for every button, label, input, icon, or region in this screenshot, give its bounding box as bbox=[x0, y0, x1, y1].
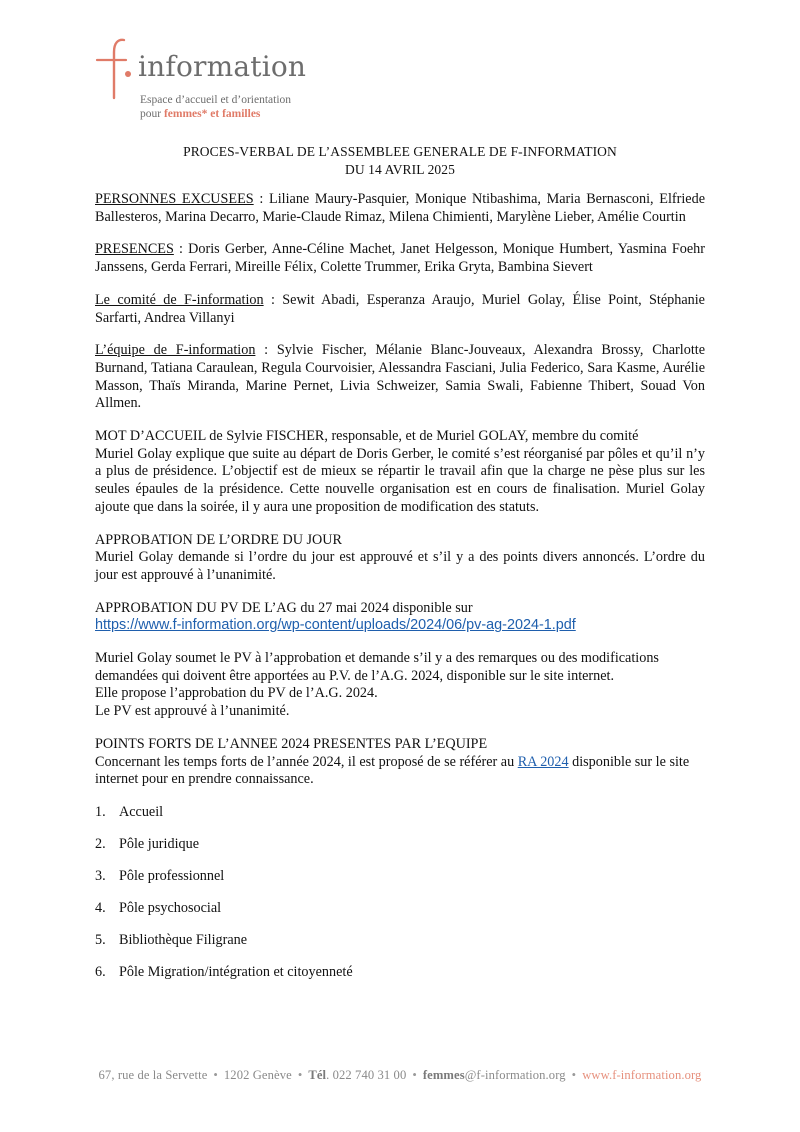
pv-heading-block bbox=[95, 600, 705, 635]
agenda-heading: APPROBATION DE L’ORDRE DU JOUR bbox=[95, 531, 342, 548]
pv-heading: APPROBATION DU PV DE L’AG du 27 mai 2024 disponible sur bbox=[95, 599, 473, 616]
welcome-section bbox=[95, 428, 705, 517]
presences-paragraph: PRESENCES : Doris Gerber, Anne-Céline Machet, Janet Helgesson, Monique Humbert, Yasmina Foehr Janssens, Gerda Ferrari, Mireille Félix, Colette Trummer, Erika Gryta, Bambina Sievert bbox=[95, 241, 705, 276]
committee-label: Le comité de F-information bbox=[95, 291, 264, 308]
logo-tagline: Espace d’accueil et d’orientation bbox=[140, 94, 292, 106]
document-title: PROCES-VERBAL DE L’ASSEMBLEE GENERALE DE F-INFORMATION bbox=[183, 144, 617, 159]
pv-text-3: Le PV est approuvé à l’unanimité. bbox=[95, 703, 290, 720]
document-date: DU 14 AVRIL 2025 bbox=[345, 162, 455, 177]
logo-tagline-2: pour femmes* et familles bbox=[140, 108, 261, 120]
footer bbox=[0, 1068, 800, 1083]
team-label: L’équipe de F-information bbox=[95, 342, 256, 359]
f-logo-icon bbox=[92, 36, 138, 100]
highlights-text: Concernant les temps forts de l’année 2024, il est proposé de se référer au RA 2024 disponible sur le site internet pour en prendre connaissance. bbox=[95, 753, 690, 788]
presences-label: PRESENCES bbox=[95, 241, 174, 258]
list-item: 5. Bibliothèque Filigrane bbox=[95, 931, 248, 948]
ra-2024-link[interactable]: RA 2024 bbox=[517, 753, 569, 770]
agenda-section bbox=[95, 532, 705, 585]
list-item: 4. Pôle psychosocial bbox=[95, 899, 222, 916]
list-item: 3. Pôle professionnel bbox=[95, 867, 225, 884]
committee-paragraph: Le comité de F-information : Sewit Abadi, Esperanza Araujo, Muriel Golay, Élise Point, Stéphanie Sarfarti, Andrea Villanyi bbox=[95, 291, 705, 326]
document-body bbox=[95, 191, 705, 996]
list-item: 6. Pôle Migration/intégration et citoyenneté bbox=[95, 963, 353, 980]
footer-tel: . 022 740 31 00 bbox=[326, 1068, 407, 1082]
footer-tel-label: Tél bbox=[308, 1068, 327, 1082]
separator-dot: • bbox=[412, 1068, 417, 1082]
logo-wordmark: information bbox=[138, 50, 307, 83]
logo-tagline-emphasis: femmes* et familles bbox=[163, 108, 261, 120]
highlights-list bbox=[95, 804, 705, 996]
welcome-heading: MOT D’ACCUEIL de Sylvie FISCHER, responsable, et de Muriel GOLAY, membre du comité bbox=[95, 428, 639, 445]
footer-city: 1202 Genève bbox=[223, 1068, 292, 1082]
footer-address: 67, rue de la Servette bbox=[98, 1068, 208, 1082]
pv-section bbox=[95, 650, 705, 721]
team-paragraph: L’équipe de F-information : Sylvie Fischer, Mélanie Blanc-Jouveaux, Alexandra Brossy, Charlotte Burnand, Tatiana Caraulean, Regula Courvoisier, Alessandra Fasciani, Julia Federico, Sara Kasme, Aurélie Masson, Thaïs Miranda, Marine Pernet, Livia Schweizer, Samia Swali, Fabienne Thibert, Souad Von Allmen. bbox=[95, 342, 705, 412]
agenda-text: Muriel Golay demande si l’ordre du jour est approuvé et s’il y a des points divers annoncés. L’ordre du jour est approuvé à l’unanimité. bbox=[95, 549, 705, 583]
list-item: 1. Accueil bbox=[95, 803, 164, 820]
excused-paragraph: PERSONNES EXCUSEES : Liliane Maury-Pasquier, Monique Ntibashima, Maria Bernasconi, Elfriede Ballesteros, Marina Decarro, Marie-Claude Rimaz, Milena Chimienti, Marylène Lieber, Amélie Courtin bbox=[95, 191, 705, 225]
separator-dot: • bbox=[297, 1068, 303, 1082]
highlights-heading: POINTS FORTS DE L’ANNEE 2024 PRESENTES PAR L’EQUIPE bbox=[95, 735, 488, 752]
footer-website[interactable]: www.f-information.org bbox=[582, 1068, 702, 1082]
pv-text: Muriel Golay soumet le PV à l’approbation et demande s’il y a des remarques ou des modifications demandées qui doivent être apportées au P.V. de l’A.G. 2024, disponible sur le site internet. bbox=[95, 650, 659, 684]
excused-label: PERSONNES EXCUSEES bbox=[95, 191, 254, 207]
welcome-text: Muriel Golay explique que suite au départ de Doris Gerber, le comité s’est réorganisé par pôles et qu’il n’y a plus de présidence. L’objectif est de mieux se répartir le travail afin que la charge ne pèse plus sur les seules épaules de la présidence. Cette nouvelle organisation est en cours de finalisation. Muriel Golay ajoute que dans la soirée, il y aura une proposition de modification des statuts. bbox=[95, 445, 705, 515]
footer-email[interactable]: femmes@f-information.org bbox=[422, 1068, 566, 1082]
logo bbox=[92, 36, 332, 124]
separator-dot: • bbox=[213, 1068, 218, 1082]
pv-link[interactable]: https://www.f-information.org/wp-content/uploads/2024/06/pv-ag-2024-1.pdf bbox=[95, 617, 576, 634]
highlights-section bbox=[95, 736, 705, 789]
separator-dot: • bbox=[571, 1068, 577, 1082]
pv-text-2: Elle propose l’approbation du PV de l’A.G. 2024. bbox=[95, 685, 378, 702]
list-item: 2. Pôle juridique bbox=[95, 835, 199, 852]
